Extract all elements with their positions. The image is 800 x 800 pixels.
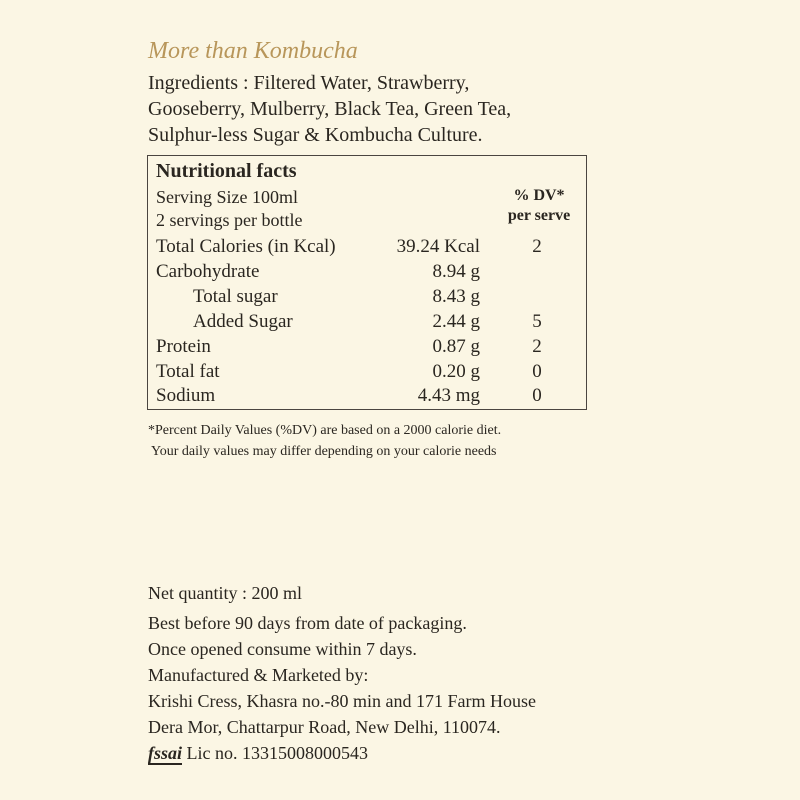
ingredients-line: Sulphur-less Sugar & Kombucha Culture.: [148, 124, 483, 146]
nutrient-amount: 39.24 Kcal: [396, 236, 480, 257]
dv-header-line: % DV*: [513, 187, 565, 204]
nutrient-row-carbohydrate: [156, 261, 580, 286]
ingredients-list: [148, 70, 618, 148]
fssai-logo-icon: fssai: [148, 743, 183, 763]
address-line: Krishi Cress, Khasra no.-80 min and 171 Farm House: [148, 691, 536, 711]
nutrient-label: Added Sugar: [193, 311, 293, 332]
nutrient-row-total-fat: [156, 361, 580, 386]
address-line: Dera Mor, Chattarpur Road, New Delhi, 110074.: [148, 717, 501, 737]
nutrient-row-calories: [156, 236, 580, 261]
manufacturer-heading: Manufactured & Marketed by:: [148, 665, 369, 685]
footnote-line: Your daily values may differ depending on your calorie needs: [151, 444, 497, 459]
net-quantity: Net quantity : 200 ml: [148, 583, 302, 603]
once-opened: Once opened consume within 7 days.: [148, 639, 417, 659]
fssai-license: [148, 740, 608, 766]
nutrient-row-protein: [156, 336, 580, 361]
nutrient-label: Total sugar: [193, 286, 278, 307]
ingredients-line: Gooseberry, Mulberry, Black Tea, Green Tea,: [148, 98, 512, 120]
product-details: [148, 580, 608, 766]
nutrient-dv: 2: [532, 336, 542, 357]
serving-info: [156, 186, 302, 232]
nutrient-amount: 2.44 g: [432, 311, 480, 332]
dv-column-header: [494, 186, 584, 226]
nutrient-label: Carbohydrate: [156, 261, 260, 282]
ingredients-line: Ingredients : Filtered Water, Strawberry,: [148, 72, 470, 94]
brand-title: More than Kombucha: [148, 38, 358, 64]
nutrition-facts-title: Nutritional facts: [156, 160, 297, 182]
serving-size: Serving Size 100ml: [156, 187, 298, 207]
nutrient-label: Protein: [156, 336, 211, 357]
nutrient-row-added-sugar: [156, 311, 580, 336]
nutrient-amount: 4.43 mg: [417, 385, 480, 406]
nutrient-row-total-sugar: [156, 286, 580, 311]
nutrition-facts-table: [147, 155, 587, 410]
nutrient-dv: 2: [532, 236, 542, 257]
nutrient-dv: 5: [532, 311, 542, 332]
footnote-line: *Percent Daily Values (%DV) are based on a 2000 calorie diet.: [148, 423, 502, 438]
nutrient-amount: 0.20 g: [432, 361, 480, 382]
servings-per-bottle: 2 servings per bottle: [156, 210, 303, 230]
nutrient-row-sodium: [156, 385, 580, 410]
dv-footnote: [148, 420, 598, 462]
nutrient-amount: 0.87 g: [432, 336, 480, 357]
nutrient-label: Total fat: [156, 361, 220, 382]
dv-header-line: per serve: [507, 207, 571, 224]
nutrient-amount: 8.94 g: [432, 261, 480, 282]
license-number: Lic no. 13315008000543: [186, 743, 369, 763]
nutrient-amount: 8.43 g: [432, 286, 480, 307]
nutrient-label: Sodium: [156, 385, 216, 406]
nutrient-dv: 0: [532, 361, 542, 382]
nutrient-dv: 0: [532, 385, 542, 406]
best-before: Best before 90 days from date of packaging.: [148, 613, 467, 633]
nutrient-label: Total Calories (in Kcal): [156, 236, 336, 257]
